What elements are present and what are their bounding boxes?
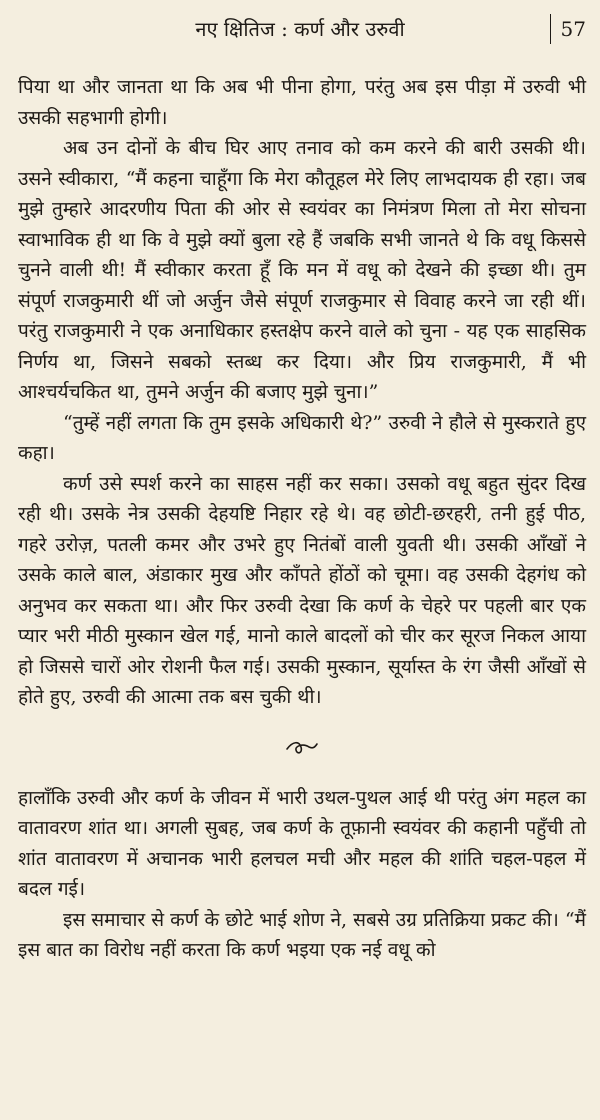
running-title: नए क्षितिज : कर्ण और उरुवी <box>195 17 405 41</box>
body-text <box>18 72 586 966</box>
paragraph: अब उन दोनों के बीच घिर आए तनाव को कम करने की बारी उसकी थी। उसने स्वीकारा, “मैं कहना चाहूँगा कि मेरा कौतूहल मेरे लिए लाभदायक ही रहा। जब मुझे तुम्हारे आदरणीय पिता की ओर से स्वयंवर का निमंत्रण मिला तो मेरा सोचना स्वाभाविक ही था कि वे मुझे क्यों बुला रहे हैं जबकि सभी जानते थे कि वधू किससे चुनने वाली थी! मैं स्वीकार करता हूँ कि मन में वधू को देखने की इच्छा थी। तुम संपूर्ण राजकुमारी थीं जो अर्जुन जैसे संपूर्ण राजकुमार से विवाह करने जा रही थीं। परंतु राजकुमारी ने एक अनाधिकार हस्तक्षेप करने वाले को चुना - यह एक साहसिक निर्णय था, जिसने सबको स्तब्ध कर दिया। और प्रिय राजकुमारी, मैं भी आश्चर्यचकित था, तुमने अर्जुन की बजाए मुझे चुना।” <box>18 137 586 403</box>
page-header <box>0 14 600 48</box>
swirl-ornament-icon <box>285 737 319 757</box>
paragraph: पिया था और जानता था कि अब भी पीना होगा, परंतु अब इस पीड़ा में उरुवी भी उसकी सहभागी होगी। <box>18 76 586 129</box>
paragraph: हालाँकि उरुवी और कर्ण के जीवन में भारी उथल-पुथल आई थी परंतु अंग महल का वातावरण शांत था। अगली सुबह, जब कर्ण के तूफ़ानी स्वयंवर की कहानी पहुँची तो शांत वातावरण में अचानक भारी हलचल मची और महल की शांति चहल-पहल में बदल गई। <box>18 786 586 900</box>
paragraph: कर्ण उसे स्पर्श करने का साहस नहीं कर सका। उसको वधू बहुत सुंदर दिख रही थी। उसके नेत्र उसकी देहयष्टि निहार रहे थे। वह छोटी-छरहरी, तनी हुई पीठ, गहरे उरोज़, पतली कमर और उभरे हुए नितंबों वाली युवती थी। उसकी आँखों ने उसके काले बाल, अंडाकार मुख और काँपते होंठों को चूमा। वह उसकी देहगंध को अनुभव कर सकता था। और फिर उरुवी देखा कि कर्ण के चेहरे पर पहली बार एक प्यार भरी मीठी मुस्कान खेल गई, मानो काले बादलों को चीर कर सूरज निकल आया हो जिससे चारों ओर रोशनी फैल गई। उसकी मुस्कान, सूर्यास्त के रंग जैसी आँखों से होते हुए, उरुवी की आत्मा तक बस चुकी थी। <box>18 472 586 708</box>
paragraph: “तुम्हें नहीं लगता कि तुम इसके अधिकारी थे?” उरुवी ने हौले से मुस्कराते हुए कहा। <box>18 411 586 464</box>
section-break-ornament <box>18 719 586 775</box>
page-number: 57 <box>550 14 586 44</box>
paragraph: इस समाचार से कर्ण के छोटे भाई शोण ने, सबसे उग्र प्रतिक्रिया प्रकट की। “मैं इस बात का विरोध नहीं करता कि कर्ण भइया एक नई वधू को <box>18 908 586 961</box>
